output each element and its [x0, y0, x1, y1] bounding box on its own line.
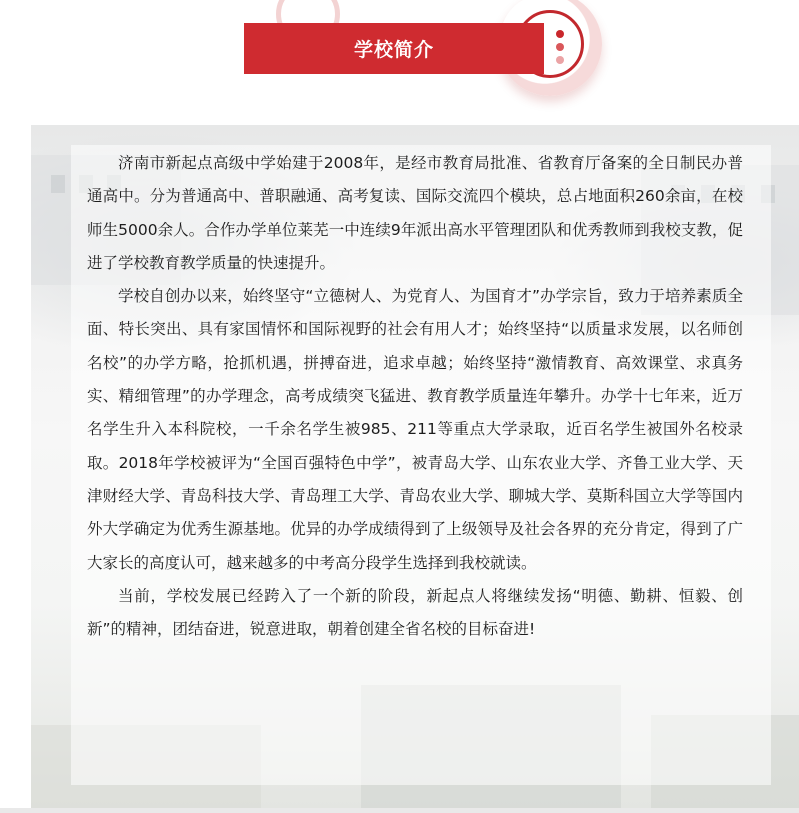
intro-text	[87, 147, 743, 646]
dot-icon	[556, 30, 564, 38]
title-banner	[244, 23, 544, 74]
background-window	[51, 175, 65, 193]
intro-paragraph: 学校自创办以来，始终坚守“立德树人、为党育人、为国育才”办学宗旨，致力于培养素质全面、特长突出、具有家国情怀和国际视野的社会有用人才；始终坚持“以质量求发展，以名师创名校”的办学方略，抢抓机遇，拼搏奋进，追求卓越；始终坚持“激情教育、高效课堂、求真务实、精细管理”的办学理念，高考成绩突飞猛进、教育教学质量连年攀升。办学十七年来，近万名学生升入本科院校，一千余名学生被985、211等重点大学录取，近百名学生被国外名校录取。2018年学校被评为“全国百强特色中学”，被青岛大学、山东农业大学、齐鲁工业大学、天津财经大学、青岛科技大学、青岛理工大学、青岛农业大学、聊城大学、莫斯科国立大学等国内外大学确定为优秀生源基地。优异的办学成绩得到了上级领导及社会各界的充分肯定，得到了广大家长的高度认可，越来越多的中考高分段学生选择到我校就读。	[87, 287, 743, 572]
intro-paragraph: 当前，学校发展已经跨入了一个新的阶段，新起点人将继续发扬“明德、勤耕、恒毅、创新”的精神，团结奋进，锐意进取，朝着创建全省名校的目标奋进!	[87, 586, 743, 639]
dot-icon	[556, 56, 564, 64]
intro-paragraph: 济南市新起点高级中学始建于2008年，是经市教育局批准、省教育厅备案的全日制民办普通高中。分为普通高中、普职融通、高考复读、国际交流四个模块，总占地面积260余亩，在校师生5000余人。合作办学单位莱芜一中连续9年派出高水平管理团队和优秀教师到我校支教，促进了学校教育教学质量的快速提升。	[87, 154, 743, 272]
dot-icon	[556, 43, 564, 51]
bottom-divider	[0, 808, 799, 813]
dots-icon	[556, 30, 568, 72]
section-header	[0, 0, 799, 110]
section-title: 学校简介	[353, 39, 434, 61]
content-panel	[31, 125, 799, 808]
